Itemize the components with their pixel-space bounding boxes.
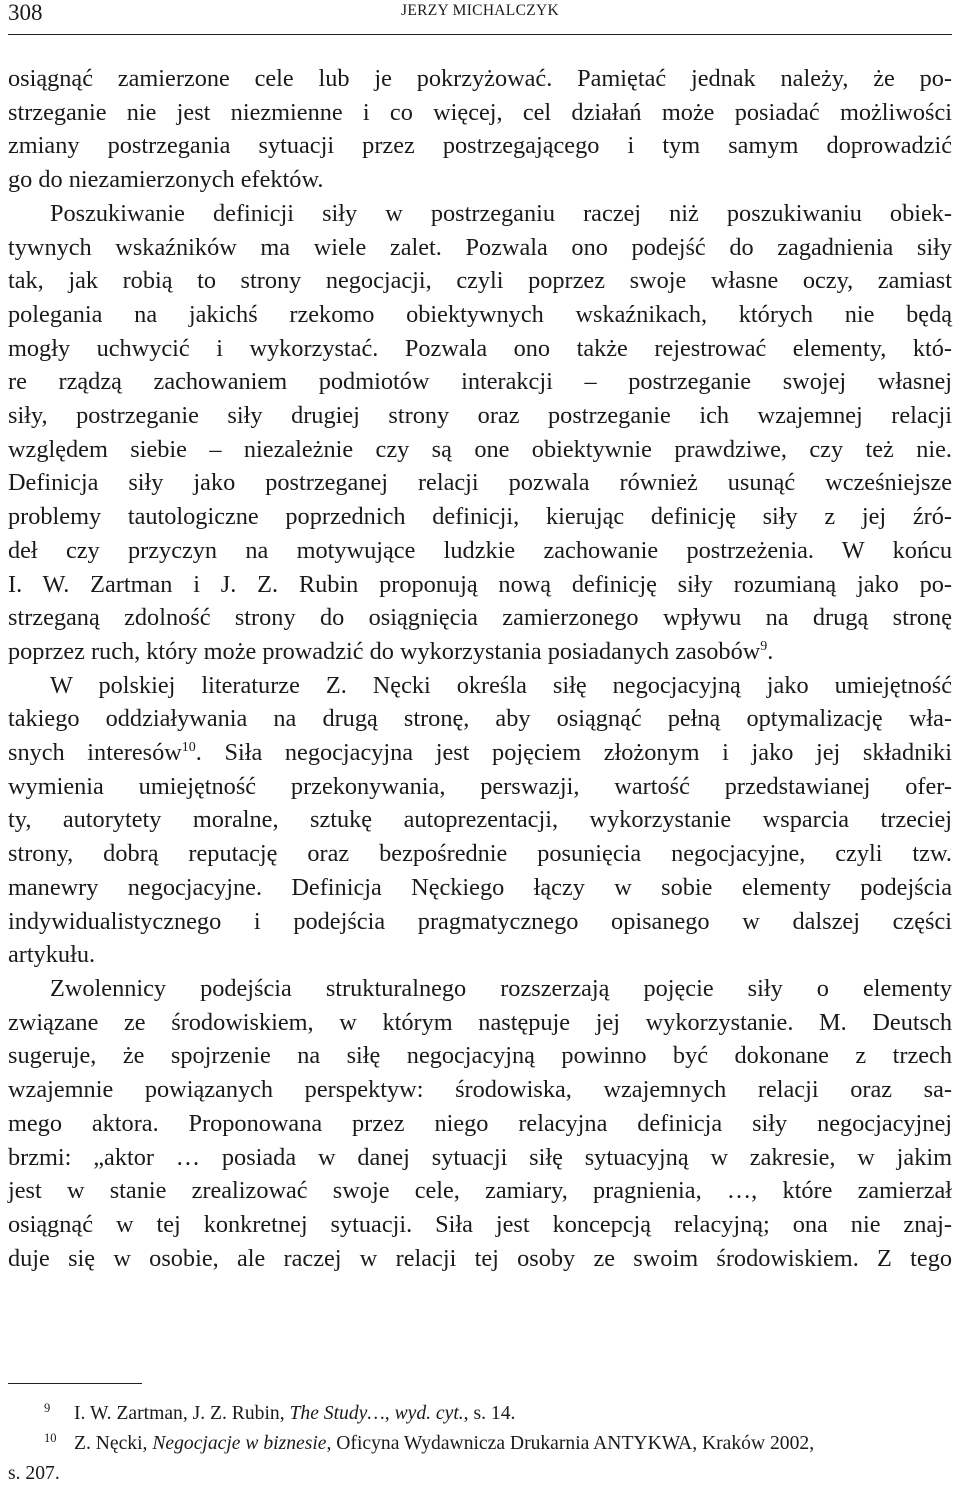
footnote-10	[8, 1429, 952, 1489]
text-line: zmiany postrzegania sytuacji przez postrzegającego i tym samym doprowadzić	[8, 132, 952, 160]
text-line: go do niezamierzonych efektów.	[8, 166, 324, 194]
running-head: JERZY MICHALCZYK	[401, 2, 559, 19]
footnote-line: s. 207.	[8, 1463, 60, 1484]
footnote-cited: wyd. cyt.	[394, 1403, 464, 1424]
text-line: strzeganie nie jest niezmienne i co więcej, cel działań może posiadać możliwości	[8, 98, 952, 126]
text-line: siły, postrzeganie siły drugiej strony oraz postrzeganie ich wzajemnej relacji	[8, 402, 952, 430]
text-line: mego aktora. Proponowana przez niego relacyjna definicja siły negocjacyjnej	[8, 1109, 952, 1137]
paragraph	[8, 669, 952, 972]
text-line: osiągnąć zamierzone cele lub je pokrzyżować. Pamiętać jednak należy, że po-	[8, 65, 952, 92]
paragraph	[8, 972, 952, 1275]
text-line: duje się w osobie, ale raczej w relacji tej osoby ze swoim środowiskiem. Z tego	[8, 1244, 952, 1272]
text-fragment: .	[767, 637, 774, 665]
footnote-authors: Z. Nęcki,	[74, 1433, 153, 1454]
text-line: strzeganą zdolność strony do osiągnięcia zamierzonego wpływu na drugą stronę	[8, 604, 952, 632]
text-line: Zwolennicy podejścia strukturalnego rozszerzają pojęcie siły o elementy	[50, 974, 952, 1002]
text-line: brzmi: „aktor … posiada w danej sytuacji siłę sytuacyjną w zakresie, w jakim	[8, 1143, 952, 1171]
text-line: Definicja siły jako postrzeganej relacji pozwala również usunąć wcześniejsze	[8, 469, 952, 497]
text-line: strony, dobrą reputację oraz bezpośrednie posunięcia negocjacyjne, czyli tzw.	[8, 840, 952, 868]
text-line: sugeruje, że spojrzenie na siłę negocjacyjną powinno być dokonane z trzech	[8, 1042, 952, 1070]
footnote-authors: I. W. Zartman, J. Z. Rubin,	[74, 1403, 290, 1424]
footnote-title: Negocjacje w biznesie	[152, 1433, 327, 1454]
body-text	[8, 62, 952, 1275]
text-line: takiego oddziaływania na drugą stronę, aby osiągnąć pełną optymalizację wła-	[8, 705, 952, 733]
text-fragment: poprzez ruch, który może prowadzić do wykorzystania posiadanych zasobów	[8, 637, 761, 665]
text-line: manewry negocjacyjne. Definicja Nęckiego łączy w sobie elementy podejścia	[8, 873, 952, 901]
text-line: mogły uchwycić i wykorzystać. Pozwala ono także rejestrować elementy, któ-	[8, 334, 952, 362]
text-line: osiągnąć w tej konkretnej sytuacji. Siła jest koncepcją relacyjną; ona nie znaj-	[8, 1210, 952, 1238]
text-line: re rządzą zachowaniem podmiotów interakcji – postrzeganie swojej własnej	[8, 368, 952, 396]
text-line: tak, jak robią to strony negocjacji, czyli poprzez swoje własne oczy, zamiast	[8, 267, 952, 295]
text-line: ty, autorytety moralne, sztukę autoprezentacji, wykorzystanie wsparcia trzeciej	[8, 806, 952, 834]
footnote-separator	[8, 1383, 142, 1384]
text-line: I. W. Zartman i J. Z. Rubin proponują nową definicję siły rozumianą jako po-	[8, 570, 952, 598]
footnote-rest: , s. 14.	[463, 1403, 516, 1424]
footnote-reference[interactable]: 9	[760, 638, 768, 654]
text-line: polegania na jakichś rzekomo obiektywnych wskaźnikach, których nie będą	[8, 300, 952, 328]
text-line: deł czy przyczyn na motywujące ludzkie zachowanie postrzeżenia. W końcu	[8, 536, 952, 564]
text-line: Poszukiwanie definicji siły w postrzeganiu raczej niż poszukiwaniu obiek-	[50, 199, 952, 227]
footnote-reference[interactable]: 10	[181, 740, 196, 756]
text-line: względem siebie – niezależnie czy są one obiektywnie prawdziwe, czy też nie.	[8, 435, 952, 463]
text-line: artykułu.	[8, 941, 96, 969]
text-line	[8, 736, 952, 770]
text-line: wzajemnie powiązanych perspektyw: środowiska, wzajemnych relacji oraz sa-	[8, 1076, 952, 1104]
footnote-9	[8, 1399, 952, 1429]
footnote-title: The Study…	[289, 1403, 385, 1424]
paragraph	[8, 62, 952, 197]
footnote-separator-text: ,	[384, 1403, 395, 1424]
footnotes	[8, 1399, 952, 1489]
text-line: wymienia umiejętność przekonywania, perswazji, wartość przedstawianej ofer-	[8, 772, 952, 800]
page-header	[8, 0, 952, 35]
footnote-line: 10 Z. Nęcki, Negocjacje w biznesie, Oficyna Wydawnicza Drukarnia ANTYKWA, Kraków 2002,	[44, 1431, 815, 1454]
text-line: problemy tautologiczne poprzednich definicji, kierując definicję siły z jej źró-	[8, 503, 952, 531]
text-fragment: . Siła negocjacyjna jest pojęciem złożonym i jako jej składniki	[195, 739, 953, 767]
text-line	[8, 635, 952, 669]
text-line: tywnych wskaźników ma wiele zalet. Pozwala ono podejść do zagadnienia siły	[8, 233, 952, 261]
text-line: W polskiej literaturze Z. Nęcki określa siłę negocjacyjną jako umiejętność	[50, 671, 952, 699]
footnote-line: 9 I. W. Zartman, J. Z. Rubin, The Study…, wyd. cyt., s. 14.	[44, 1401, 516, 1424]
page-number: 308	[8, 0, 43, 25]
text-line: związane ze środowiskiem, w którym następuje jej wykorzystanie. M. Deutsch	[8, 1008, 952, 1036]
text-line: indywidualistycznego i podejścia pragmatycznego opisanego w dalszej części	[8, 907, 952, 935]
text-fragment: snych interesów	[8, 739, 182, 767]
paragraph	[8, 197, 952, 669]
text-line: jest w stanie zrealizować swoje cele, zamiary, pragnienia, …, które zamierzał	[8, 1177, 952, 1205]
footnote-rest: , Oficyna Wydawnicza Drukarnia ANTYKWA, Kraków 2002,	[326, 1433, 815, 1454]
